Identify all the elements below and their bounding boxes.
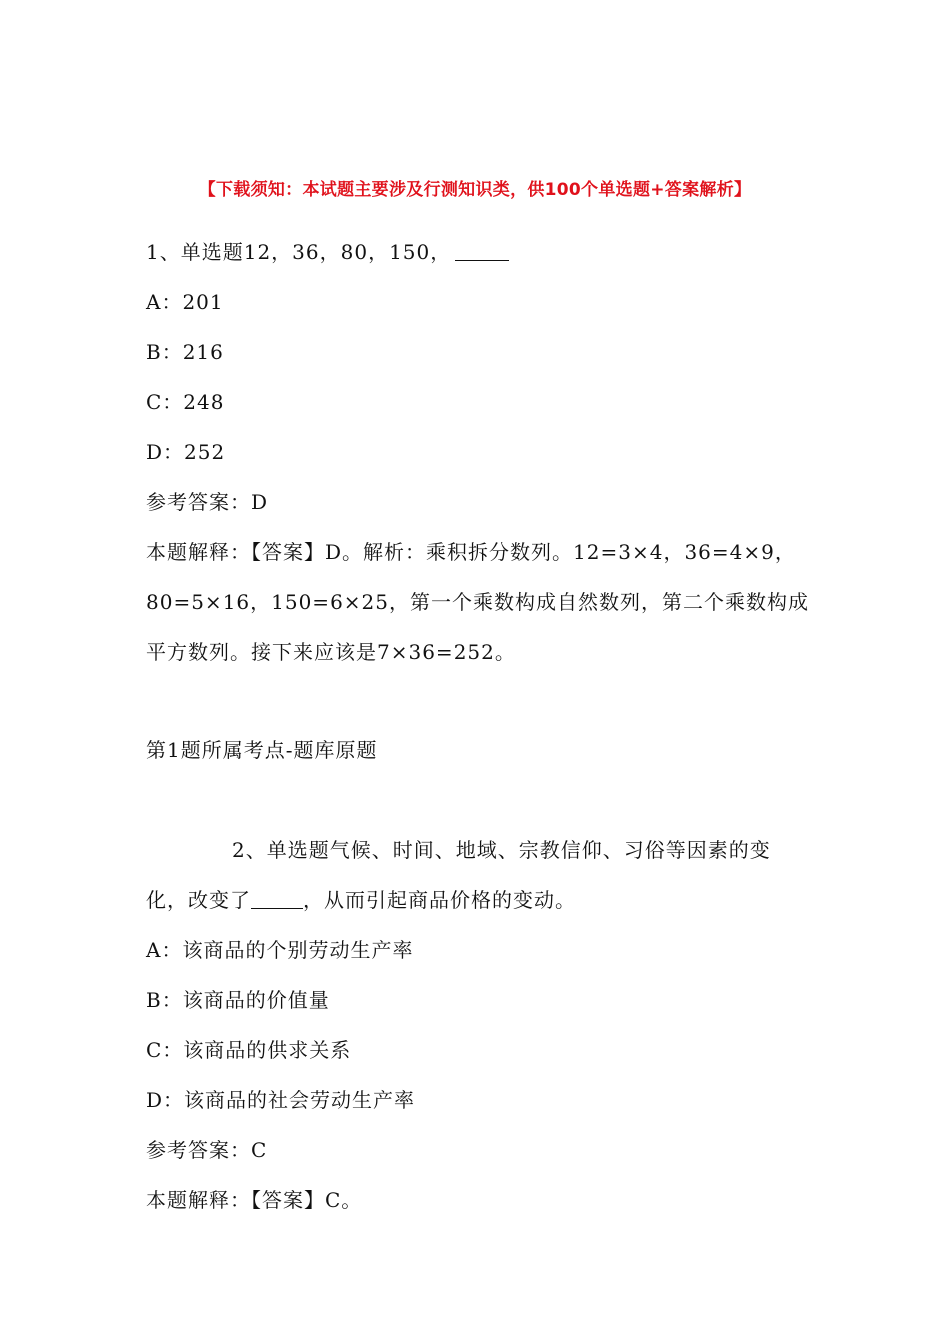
question-2-answer: 参考答案：C <box>146 1138 268 1162</box>
answer-blank <box>455 240 509 261</box>
question-2-option-b: B：该商品的价值量 <box>146 988 330 1012</box>
question-2-option-c: C：该商品的供求关系 <box>146 1038 352 1062</box>
question-2-stem-line-2 <box>146 886 576 914</box>
download-notice: 【下载须知：本试题主要涉及行测知识类，供100个单选题+答案解析】 <box>198 180 752 200</box>
question-1-stem <box>146 238 509 266</box>
question-1-option-b: B：216 <box>146 340 224 364</box>
question-2-text-after-blank: ，从而引起商品价格的变动。 <box>303 888 576 912</box>
question-1-option-c: C：248 <box>146 390 225 414</box>
question-1-answer: 参考答案：D <box>146 490 269 514</box>
question-2-explanation: 本题解释：【答案】C。 <box>146 1188 363 1212</box>
question-1-topic: 第1题所属考点-题库原题 <box>146 738 378 762</box>
answer-blank <box>251 888 303 909</box>
question-2-text-before-blank: 化，改变了 <box>146 888 251 912</box>
question-2-stem-line-1: 2、单选题气候、时间、地域、宗教信仰、习俗等因素的变 <box>232 838 771 862</box>
question-1-explanation-line-1: 本题解释：【答案】D。解析：乘积拆分数列。12=3×4，36=4×9， <box>146 540 796 564</box>
question-1-option-d: D：252 <box>146 440 226 464</box>
question-2-option-a: A：该商品的个别劳动生产率 <box>146 938 414 962</box>
question-1-explanation-line-3: 平方数列。接下来应该是7×36=252。 <box>146 640 516 664</box>
question-1-explanation-line-2: 80=5×16，150=6×25，第一个乘数构成自然数列，第二个乘数构成 <box>146 590 810 614</box>
question-1-text: 1、单选题12，36，80，150， <box>146 240 452 264</box>
question-1-option-a: A：201 <box>146 290 224 314</box>
question-2-option-d: D：该商品的社会劳动生产率 <box>146 1088 416 1112</box>
